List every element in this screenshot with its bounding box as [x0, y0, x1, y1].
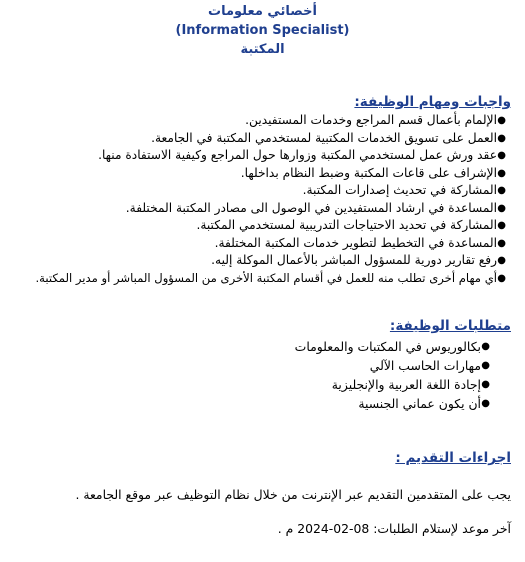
bullet-icon: ● [497, 220, 506, 231]
bullet-icon: ● [497, 272, 506, 284]
bullet-icon: ● [497, 132, 506, 144]
bullet-icon: ● [497, 185, 506, 196]
bullet-icon: ● [481, 379, 490, 390]
requirements-heading: متطلبات الوظيفة: [389, 318, 511, 334]
bullet-icon: ● [497, 150, 506, 161]
bullet-icon: ● [497, 255, 506, 266]
bullet-icon: ● [497, 202, 506, 214]
list-item: ● أن يكون عماني الجنسية [358, 396, 490, 411]
job-title-arabic: أخصائي معلومات [208, 4, 317, 19]
list-item: ● المشاركة في تحديث إصدارات المكتبة. [0, 182, 525, 200]
duties-heading: واجبات ومهام الوظيفة: [354, 94, 511, 110]
list-item: ● الإلمام بأعمال قسم المراجع وخدمات المستفيدين. [0, 112, 525, 130]
bullet-icon: ● [497, 115, 506, 126]
list-item: ● المساعدة في التخطيط لتطوير خدمات المكتبة المختلفة. [0, 235, 525, 253]
list-item: ● المشاركة في تحديد الاحتياجات التدريبية لمستخدمي المكتبة. [0, 217, 525, 235]
job-title-english: (Information Specialist) [175, 23, 350, 38]
job-header [0, 2, 525, 59]
application-deadline: آخر موعد لإستلام الطلبات: 08-02-2024 م . [277, 521, 511, 536]
bullet-icon: ● [497, 167, 506, 179]
application-instruction: يجب على المتقدمين التقديم عبر الإنترنت من خلال نظام التوظيف عبر موقع الجامعة . [75, 487, 511, 502]
list-item: ● أي مهام أخرى تطلب منه للعمل في أقسام المكتبة الأخرى من المسؤول المباشر أو مدير المكتبة. [0, 270, 525, 288]
bullet-icon: ● [481, 341, 490, 352]
duties-list [0, 112, 525, 287]
list-item: ● بكالوريوس في المكتبات والمعلومات [294, 339, 490, 354]
list-item: ● المساعدة في ارشاد المستفيدين في الوصول الى مصادر المكتبة المختلفة. [0, 200, 525, 218]
list-item: ● الإشراف على قاعات المكتبة وضبط النظام بداخلها. [0, 165, 525, 183]
list-item: ● إجادة اللغة العربية والإنجليزية [331, 377, 490, 392]
list-item: ● رفع تقارير دورية للمسؤول المباشر بالأعمال الموكلة إليه. [0, 252, 525, 270]
application-heading: اجراءات التقديم : [395, 450, 511, 466]
bullet-icon: ● [481, 398, 490, 409]
department-name: المكتبة [240, 42, 285, 57]
bullet-icon: ● [481, 360, 490, 371]
list-item: ● عقد ورش عمل لمستخدمي المكتبة وزوارها حول المراجع وكيفية الاستفادة منها. [0, 147, 525, 165]
list-item: ● مهارات الحاسب الآلي [369, 358, 490, 373]
bullet-icon: ● [497, 237, 506, 249]
list-item: ● العمل على تسويق الخدمات المكتبية لمستخدمي المكتبة في الجامعة. [0, 130, 525, 148]
requirements-list [0, 337, 525, 413]
